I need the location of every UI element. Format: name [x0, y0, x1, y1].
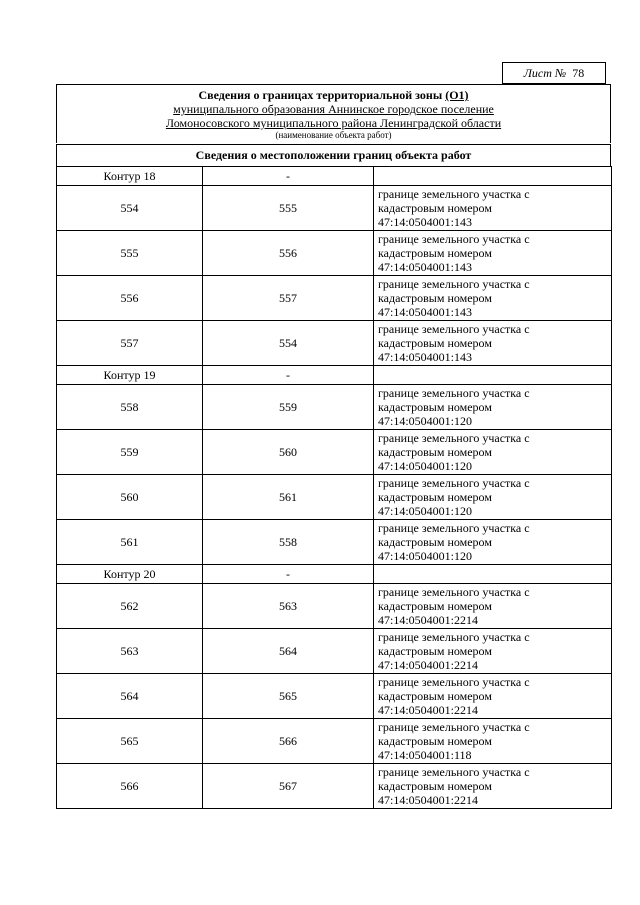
table-row [57, 629, 612, 674]
sheet-label: Лист № [523, 65, 567, 80]
boundary-description [374, 764, 612, 809]
description-line: 47:14:0504001:2214 [378, 703, 479, 717]
table-row [57, 231, 612, 276]
table-row [57, 385, 612, 430]
point-to: 558 [203, 520, 374, 565]
point-from: 559 [57, 430, 203, 475]
description-line: границе земельного участка с [378, 720, 530, 734]
table-row [57, 276, 612, 321]
sheet-number-box [502, 62, 606, 84]
contour-empty [374, 167, 612, 186]
point-to: 557 [203, 276, 374, 321]
table-row [57, 719, 612, 764]
point-to: 563 [203, 584, 374, 629]
point-from: 565 [57, 719, 203, 764]
boundary-description [374, 629, 612, 674]
point-to: 564 [203, 629, 374, 674]
boundary-description [374, 276, 612, 321]
boundary-description [374, 186, 612, 231]
point-from: 566 [57, 764, 203, 809]
point-from: 554 [57, 186, 203, 231]
description-line: 47:14:0504001:2214 [378, 793, 479, 807]
point-to: 556 [203, 231, 374, 276]
description-line: 47:14:0504001:143 [378, 350, 473, 364]
point-to: 555 [203, 186, 374, 231]
description-line: кадастровым номером [378, 336, 492, 350]
point-to: 561 [203, 475, 374, 520]
header-title [57, 88, 610, 102]
description-line: границе земельного участка с [378, 277, 530, 291]
description-line: границе земельного участка с [378, 476, 530, 490]
description-line: границе земельного участка с [378, 521, 530, 535]
boundary-description [374, 321, 612, 366]
description-line: кадастровым номером [378, 490, 492, 504]
description-line: границе земельного участка с [378, 322, 530, 336]
description-line: 47:14:0504001:2214 [378, 613, 479, 627]
point-from: 560 [57, 475, 203, 520]
description-line: 47:14:0504001:118 [378, 748, 472, 762]
description-line: 47:14:0504001:143 [378, 215, 473, 229]
description-line: кадастровым номером [378, 445, 492, 459]
table-row [57, 584, 612, 629]
table-row [57, 520, 612, 565]
header-municipality: муниципального образования Аннинское городское поселение [173, 102, 494, 116]
point-from: 561 [57, 520, 203, 565]
point-to: 565 [203, 674, 374, 719]
point-from: 563 [57, 629, 203, 674]
description-line: 47:14:0504001:120 [378, 549, 473, 563]
point-to: 560 [203, 430, 374, 475]
boundary-description [374, 674, 612, 719]
boundary-description [374, 520, 612, 565]
table-row [57, 321, 612, 366]
description-line: границе земельного участка с [378, 386, 530, 400]
description-line: границе земельного участка с [378, 675, 530, 689]
description-line: границе земельного участка с [378, 187, 530, 201]
description-line: кадастровым номером [378, 246, 492, 260]
description-line: 47:14:0504001:2214 [378, 658, 479, 672]
point-to: 566 [203, 719, 374, 764]
point-from: 557 [57, 321, 203, 366]
point-from: 564 [57, 674, 203, 719]
table-row [57, 430, 612, 475]
description-line: 47:14:0504001:143 [378, 260, 473, 274]
description-line: кадастровым номером [378, 400, 492, 414]
contour-dash: - [203, 366, 374, 385]
description-line: границе земельного участка с [378, 431, 530, 445]
contour-label: Контур 18 [57, 167, 203, 186]
section-title: Сведения о местоположении границ объекта работ [56, 144, 611, 166]
description-line: кадастровым номером [378, 779, 492, 793]
contour-row [57, 565, 612, 584]
boundary-description [374, 719, 612, 764]
contour-row [57, 167, 612, 186]
point-from: 555 [57, 231, 203, 276]
description-line: границе земельного участка с [378, 630, 530, 644]
contour-dash: - [203, 167, 374, 186]
description-line: 47:14:0504001:143 [378, 305, 473, 319]
boundary-table [56, 166, 612, 809]
point-to: 559 [203, 385, 374, 430]
description-line: кадастровым номером [378, 201, 492, 215]
contour-row [57, 366, 612, 385]
header-note: (наименование объекта работ) [275, 130, 392, 140]
boundary-description [374, 231, 612, 276]
document-header [56, 84, 611, 143]
table-row [57, 674, 612, 719]
description-line: 47:14:0504001:120 [378, 414, 473, 428]
point-from: 556 [57, 276, 203, 321]
description-line: границе земельного участка с [378, 232, 530, 246]
point-to: 554 [203, 321, 374, 366]
description-line: границе земельного участка с [378, 765, 530, 779]
header-district: Ломоносовского муниципального района Ленинградской области [165, 116, 502, 130]
description-line: кадастровым номером [378, 644, 492, 658]
description-line: кадастровым номером [378, 535, 492, 549]
table-row [57, 764, 612, 809]
description-line: кадастровым номером [378, 291, 492, 305]
description-line: кадастровым номером [378, 734, 492, 748]
description-line: 47:14:0504001:120 [378, 504, 473, 518]
description-line: 47:14:0504001:120 [378, 459, 473, 473]
contour-dash: - [203, 565, 374, 584]
description-line: кадастровым номером [378, 599, 492, 613]
contour-empty [374, 366, 612, 385]
table-row [57, 186, 612, 231]
description-line: границе земельного участка с [378, 585, 530, 599]
point-from: 562 [57, 584, 203, 629]
table-row [57, 475, 612, 520]
contour-label: Контур 19 [57, 366, 203, 385]
boundary-description [374, 385, 612, 430]
header-title-text: Сведения о границах территориальной зоны [198, 88, 446, 102]
boundary-description [374, 430, 612, 475]
boundary-description [374, 475, 612, 520]
point-to: 567 [203, 764, 374, 809]
description-line: кадастровым номером [378, 689, 492, 703]
contour-label: Контур 20 [57, 565, 203, 584]
point-from: 558 [57, 385, 203, 430]
sheet-number: 78 [572, 65, 585, 80]
contour-empty [374, 565, 612, 584]
boundary-description [374, 584, 612, 629]
zone-code: (О1) [445, 88, 469, 102]
